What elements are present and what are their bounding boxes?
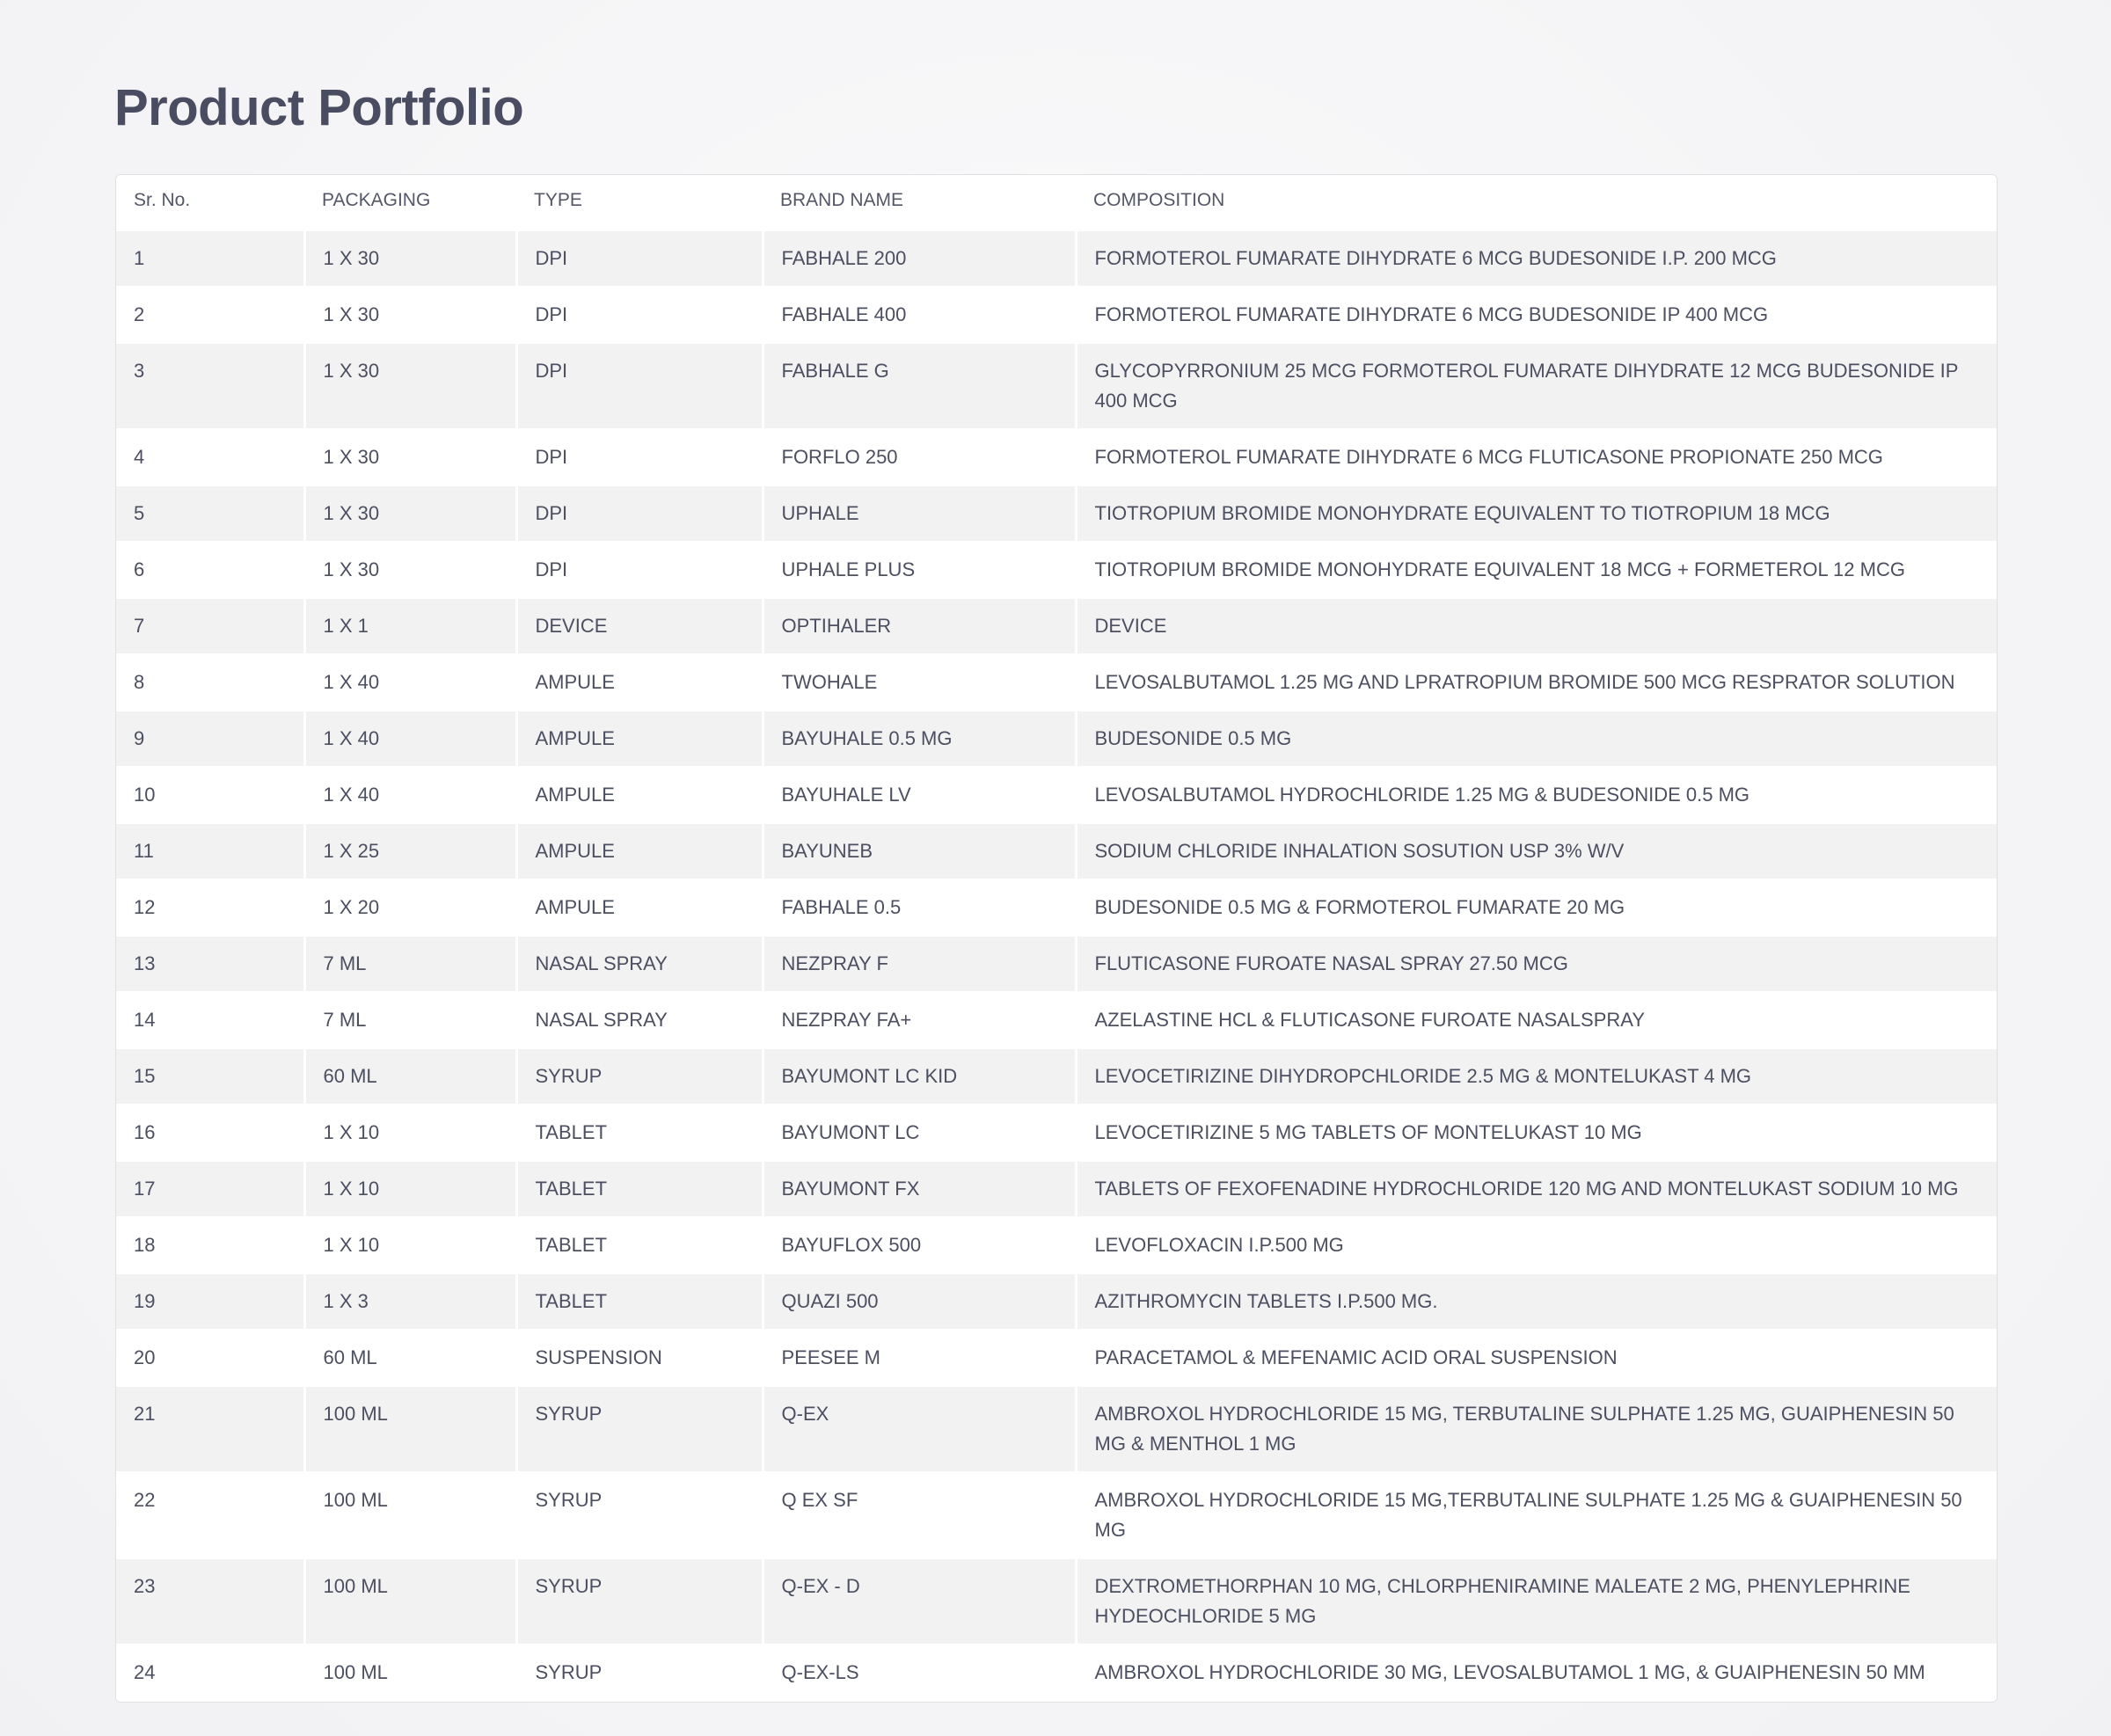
cell-composition: BUDESONIDE 0.5 MG & FORMOTEROL FUMARATE 20 MG [1076, 879, 1997, 936]
cell-sr-no: 18 [116, 1217, 304, 1273]
cell-packaging: 1 X 1 [304, 598, 516, 654]
cell-packaging: 1 X 30 [304, 542, 516, 598]
table-row [116, 1048, 1997, 1105]
cell-composition: LEVOSALBUTAMOL 1.25 MG AND LPRATROPIUM BROMIDE 500 MCG RESPRATOR SOLUTION [1076, 654, 1997, 711]
cell-composition: TIOTROPIUM BROMIDE MONOHYDRATE EQUIVALENT 18 MCG + FORMETEROL 12 MCG [1076, 542, 1997, 598]
cell-type: NASAL SPRAY [516, 936, 763, 992]
cell-packaging: 1 X 30 [304, 287, 516, 343]
cell-packaging: 1 X 25 [304, 823, 516, 879]
table-row [116, 711, 1997, 767]
table-row [116, 343, 1997, 429]
cell-sr-no: 7 [116, 598, 304, 654]
cell-packaging: 1 X 10 [304, 1161, 516, 1217]
cell-brand-name: UPHALE PLUS [763, 542, 1076, 598]
header-brand-name: BRAND NAME [763, 175, 1076, 231]
cell-brand-name: BAYUHALE 0.5 MG [763, 711, 1076, 767]
cell-sr-no: 1 [116, 231, 304, 287]
cell-sr-no: 12 [116, 879, 304, 936]
cell-composition: SODIUM CHLORIDE INHALATION SOSUTION USP 3% W/V [1076, 823, 1997, 879]
cell-composition: DEXTROMETHORPHAN 10 MG, CHLORPHENIRAMINE MALEATE 2 MG, PHENYLEPHRINE HYDEOCHLORIDE 5 MG [1076, 1558, 1997, 1645]
cell-type: NASAL SPRAY [516, 992, 763, 1048]
cell-composition: FORMOTEROL FUMARATE DIHYDRATE 6 MCG BUDESONIDE IP 400 MCG [1076, 287, 1997, 343]
cell-type: SYRUP [516, 1645, 763, 1701]
cell-sr-no: 14 [116, 992, 304, 1048]
cell-brand-name: BAYUFLOX 500 [763, 1217, 1076, 1273]
cell-composition: DEVICE [1076, 598, 1997, 654]
cell-packaging: 1 X 30 [304, 429, 516, 485]
table-row [116, 1472, 1997, 1558]
header-type: TYPE [516, 175, 763, 231]
cell-composition: LEVOCETIRIZINE 5 MG TABLETS OF MONTELUKAST 10 MG [1076, 1105, 1997, 1161]
cell-brand-name: QUAZI 500 [763, 1273, 1076, 1330]
cell-sr-no: 6 [116, 542, 304, 598]
cell-sr-no: 23 [116, 1558, 304, 1645]
table-body [116, 231, 1997, 1701]
table-row [116, 823, 1997, 879]
cell-brand-name: FABHALE 400 [763, 287, 1076, 343]
cell-packaging: 60 ML [304, 1330, 516, 1386]
cell-composition: LEVOCETIRIZINE DIHYDROPCHLORIDE 2.5 MG & MONTELUKAST 4 MG [1076, 1048, 1997, 1105]
cell-composition: TABLETS OF FEXOFENADINE HYDROCHLORIDE 120 MG AND MONTELUKAST SODIUM 10 MG [1076, 1161, 1997, 1217]
cell-packaging: 1 X 40 [304, 767, 516, 823]
cell-packaging: 100 ML [304, 1645, 516, 1701]
cell-composition: FLUTICASONE FUROATE NASAL SPRAY 27.50 MCG [1076, 936, 1997, 992]
cell-brand-name: NEZPRAY F [763, 936, 1076, 992]
cell-composition: FORMOTEROL FUMARATE DIHYDRATE 6 MCG BUDESONIDE I.P. 200 MCG [1076, 231, 1997, 287]
table-header [116, 175, 1997, 231]
cell-type: DPI [516, 343, 763, 429]
table-row [116, 1330, 1997, 1386]
cell-type: AMPULE [516, 823, 763, 879]
cell-packaging: 7 ML [304, 992, 516, 1048]
cell-type: DPI [516, 485, 763, 542]
table-row [116, 485, 1997, 542]
cell-brand-name: BAYUNEB [763, 823, 1076, 879]
cell-sr-no: 10 [116, 767, 304, 823]
cell-type: DEVICE [516, 598, 763, 654]
cell-sr-no: 19 [116, 1273, 304, 1330]
cell-sr-no: 4 [116, 429, 304, 485]
page-title: Product Portfolio [114, 79, 524, 136]
cell-brand-name: FABHALE 200 [763, 231, 1076, 287]
cell-packaging: 7 ML [304, 936, 516, 992]
table-row [116, 1161, 1997, 1217]
cell-sr-no: 24 [116, 1645, 304, 1701]
cell-brand-name: Q EX SF [763, 1472, 1076, 1558]
cell-packaging: 1 X 20 [304, 879, 516, 936]
cell-brand-name: FABHALE G [763, 343, 1076, 429]
cell-composition: AMBROXOL HYDROCHLORIDE 30 MG, LEVOSALBUTAMOL 1 MG, & GUAIPHENESIN 50 MM [1076, 1645, 1997, 1701]
cell-type: AMPULE [516, 879, 763, 936]
table-row [116, 598, 1997, 654]
cell-type: TABLET [516, 1273, 763, 1330]
cell-packaging: 100 ML [304, 1472, 516, 1558]
table-row [116, 1645, 1997, 1701]
cell-brand-name: UPHALE [763, 485, 1076, 542]
cell-packaging: 100 ML [304, 1558, 516, 1645]
cell-packaging: 100 ML [304, 1386, 516, 1472]
cell-packaging: 1 X 40 [304, 711, 516, 767]
table-row [116, 936, 1997, 992]
cell-sr-no: 17 [116, 1161, 304, 1217]
header-packaging: PACKAGING [304, 175, 516, 231]
cell-type: SYRUP [516, 1472, 763, 1558]
cell-sr-no: 3 [116, 343, 304, 429]
cell-composition: AZELASTINE HCL & FLUTICASONE FUROATE NASALSPRAY [1076, 992, 1997, 1048]
product-table-card [115, 174, 1998, 1703]
cell-type: DPI [516, 542, 763, 598]
table-row [116, 429, 1997, 485]
cell-type: TABLET [516, 1161, 763, 1217]
cell-type: TABLET [516, 1105, 763, 1161]
cell-brand-name: Q-EX - D [763, 1558, 1076, 1645]
cell-type: AMPULE [516, 654, 763, 711]
cell-sr-no: 8 [116, 654, 304, 711]
cell-packaging: 1 X 10 [304, 1105, 516, 1161]
cell-packaging: 1 X 40 [304, 654, 516, 711]
cell-brand-name: BAYUMONT LC [763, 1105, 1076, 1161]
cell-packaging: 1 X 3 [304, 1273, 516, 1330]
cell-brand-name: Q-EX-LS [763, 1645, 1076, 1701]
cell-type: DPI [516, 287, 763, 343]
table-row [116, 654, 1997, 711]
table-row [116, 767, 1997, 823]
table-row [116, 992, 1997, 1048]
cell-composition: BUDESONIDE 0.5 MG [1076, 711, 1997, 767]
cell-sr-no: 13 [116, 936, 304, 992]
table-row [116, 1273, 1997, 1330]
cell-type: SYRUP [516, 1558, 763, 1645]
cell-type: TABLET [516, 1217, 763, 1273]
cell-sr-no: 22 [116, 1472, 304, 1558]
cell-type: DPI [516, 231, 763, 287]
cell-composition: FORMOTEROL FUMARATE DIHYDRATE 6 MCG FLUTICASONE PROPIONATE 250 MCG [1076, 429, 1997, 485]
cell-brand-name: BAYUMONT FX [763, 1161, 1076, 1217]
product-table [116, 175, 1997, 1702]
cell-sr-no: 20 [116, 1330, 304, 1386]
cell-brand-name: NEZPRAY FA+ [763, 992, 1076, 1048]
cell-composition: AZITHROMYCIN TABLETS I.P.500 MG. [1076, 1273, 1997, 1330]
header-composition: COMPOSITION [1076, 175, 1997, 231]
cell-brand-name: FORFLO 250 [763, 429, 1076, 485]
cell-composition: GLYCOPYRRONIUM 25 MCG FORMOTEROL FUMARATE DIHYDRATE 12 MCG BUDESONIDE IP 400 MCG [1076, 343, 1997, 429]
cell-composition: PARACETAMOL & MEFENAMIC ACID ORAL SUSPENSION [1076, 1330, 1997, 1386]
cell-packaging: 60 ML [304, 1048, 516, 1105]
cell-sr-no: 2 [116, 287, 304, 343]
cell-composition: AMBROXOL HYDROCHLORIDE 15 MG,TERBUTALINE SULPHATE 1.25 MG & GUAIPHENESIN 50 MG [1076, 1472, 1997, 1558]
cell-brand-name: TWOHALE [763, 654, 1076, 711]
cell-type: SYRUP [516, 1386, 763, 1472]
table-row [116, 1558, 1997, 1645]
cell-composition: AMBROXOL HYDROCHLORIDE 15 MG, TERBUTALINE SULPHATE 1.25 MG, GUAIPHENESIN 50 MG & MENTHOL 1 MG [1076, 1386, 1997, 1472]
cell-composition: TIOTROPIUM BROMIDE MONOHYDRATE EQUIVALENT TO TIOTROPIUM 18 MCG [1076, 485, 1997, 542]
table-row [116, 1217, 1997, 1273]
cell-packaging: 1 X 10 [304, 1217, 516, 1273]
cell-packaging: 1 X 30 [304, 485, 516, 542]
table-row [116, 287, 1997, 343]
cell-type: AMPULE [516, 711, 763, 767]
cell-brand-name: Q-EX [763, 1386, 1076, 1472]
cell-packaging: 1 X 30 [304, 343, 516, 429]
cell-sr-no: 15 [116, 1048, 304, 1105]
table-row [116, 1386, 1997, 1472]
cell-type: AMPULE [516, 767, 763, 823]
cell-brand-name: PEESEE M [763, 1330, 1076, 1386]
cell-brand-name: BAYUHALE LV [763, 767, 1076, 823]
cell-brand-name: BAYUMONT LC KID [763, 1048, 1076, 1105]
cell-packaging: 1 X 30 [304, 231, 516, 287]
table-row [116, 542, 1997, 598]
cell-composition: LEVOSALBUTAMOL HYDROCHLORIDE 1.25 MG & BUDESONIDE 0.5 MG [1076, 767, 1997, 823]
cell-type: SYRUP [516, 1048, 763, 1105]
cell-brand-name: OPTIHALER [763, 598, 1076, 654]
table-row [116, 879, 1997, 936]
cell-type: DPI [516, 429, 763, 485]
header-row [116, 175, 1997, 231]
cell-brand-name: FABHALE 0.5 [763, 879, 1076, 936]
cell-sr-no: 11 [116, 823, 304, 879]
cell-sr-no: 9 [116, 711, 304, 767]
cell-type: SUSPENSION [516, 1330, 763, 1386]
cell-sr-no: 21 [116, 1386, 304, 1472]
table-row [116, 1105, 1997, 1161]
table-row [116, 231, 1997, 287]
cell-sr-no: 16 [116, 1105, 304, 1161]
cell-sr-no: 5 [116, 485, 304, 542]
cell-composition: LEVOFLOXACIN I.P.500 MG [1076, 1217, 1997, 1273]
header-sr-no: Sr. No. [116, 175, 304, 231]
